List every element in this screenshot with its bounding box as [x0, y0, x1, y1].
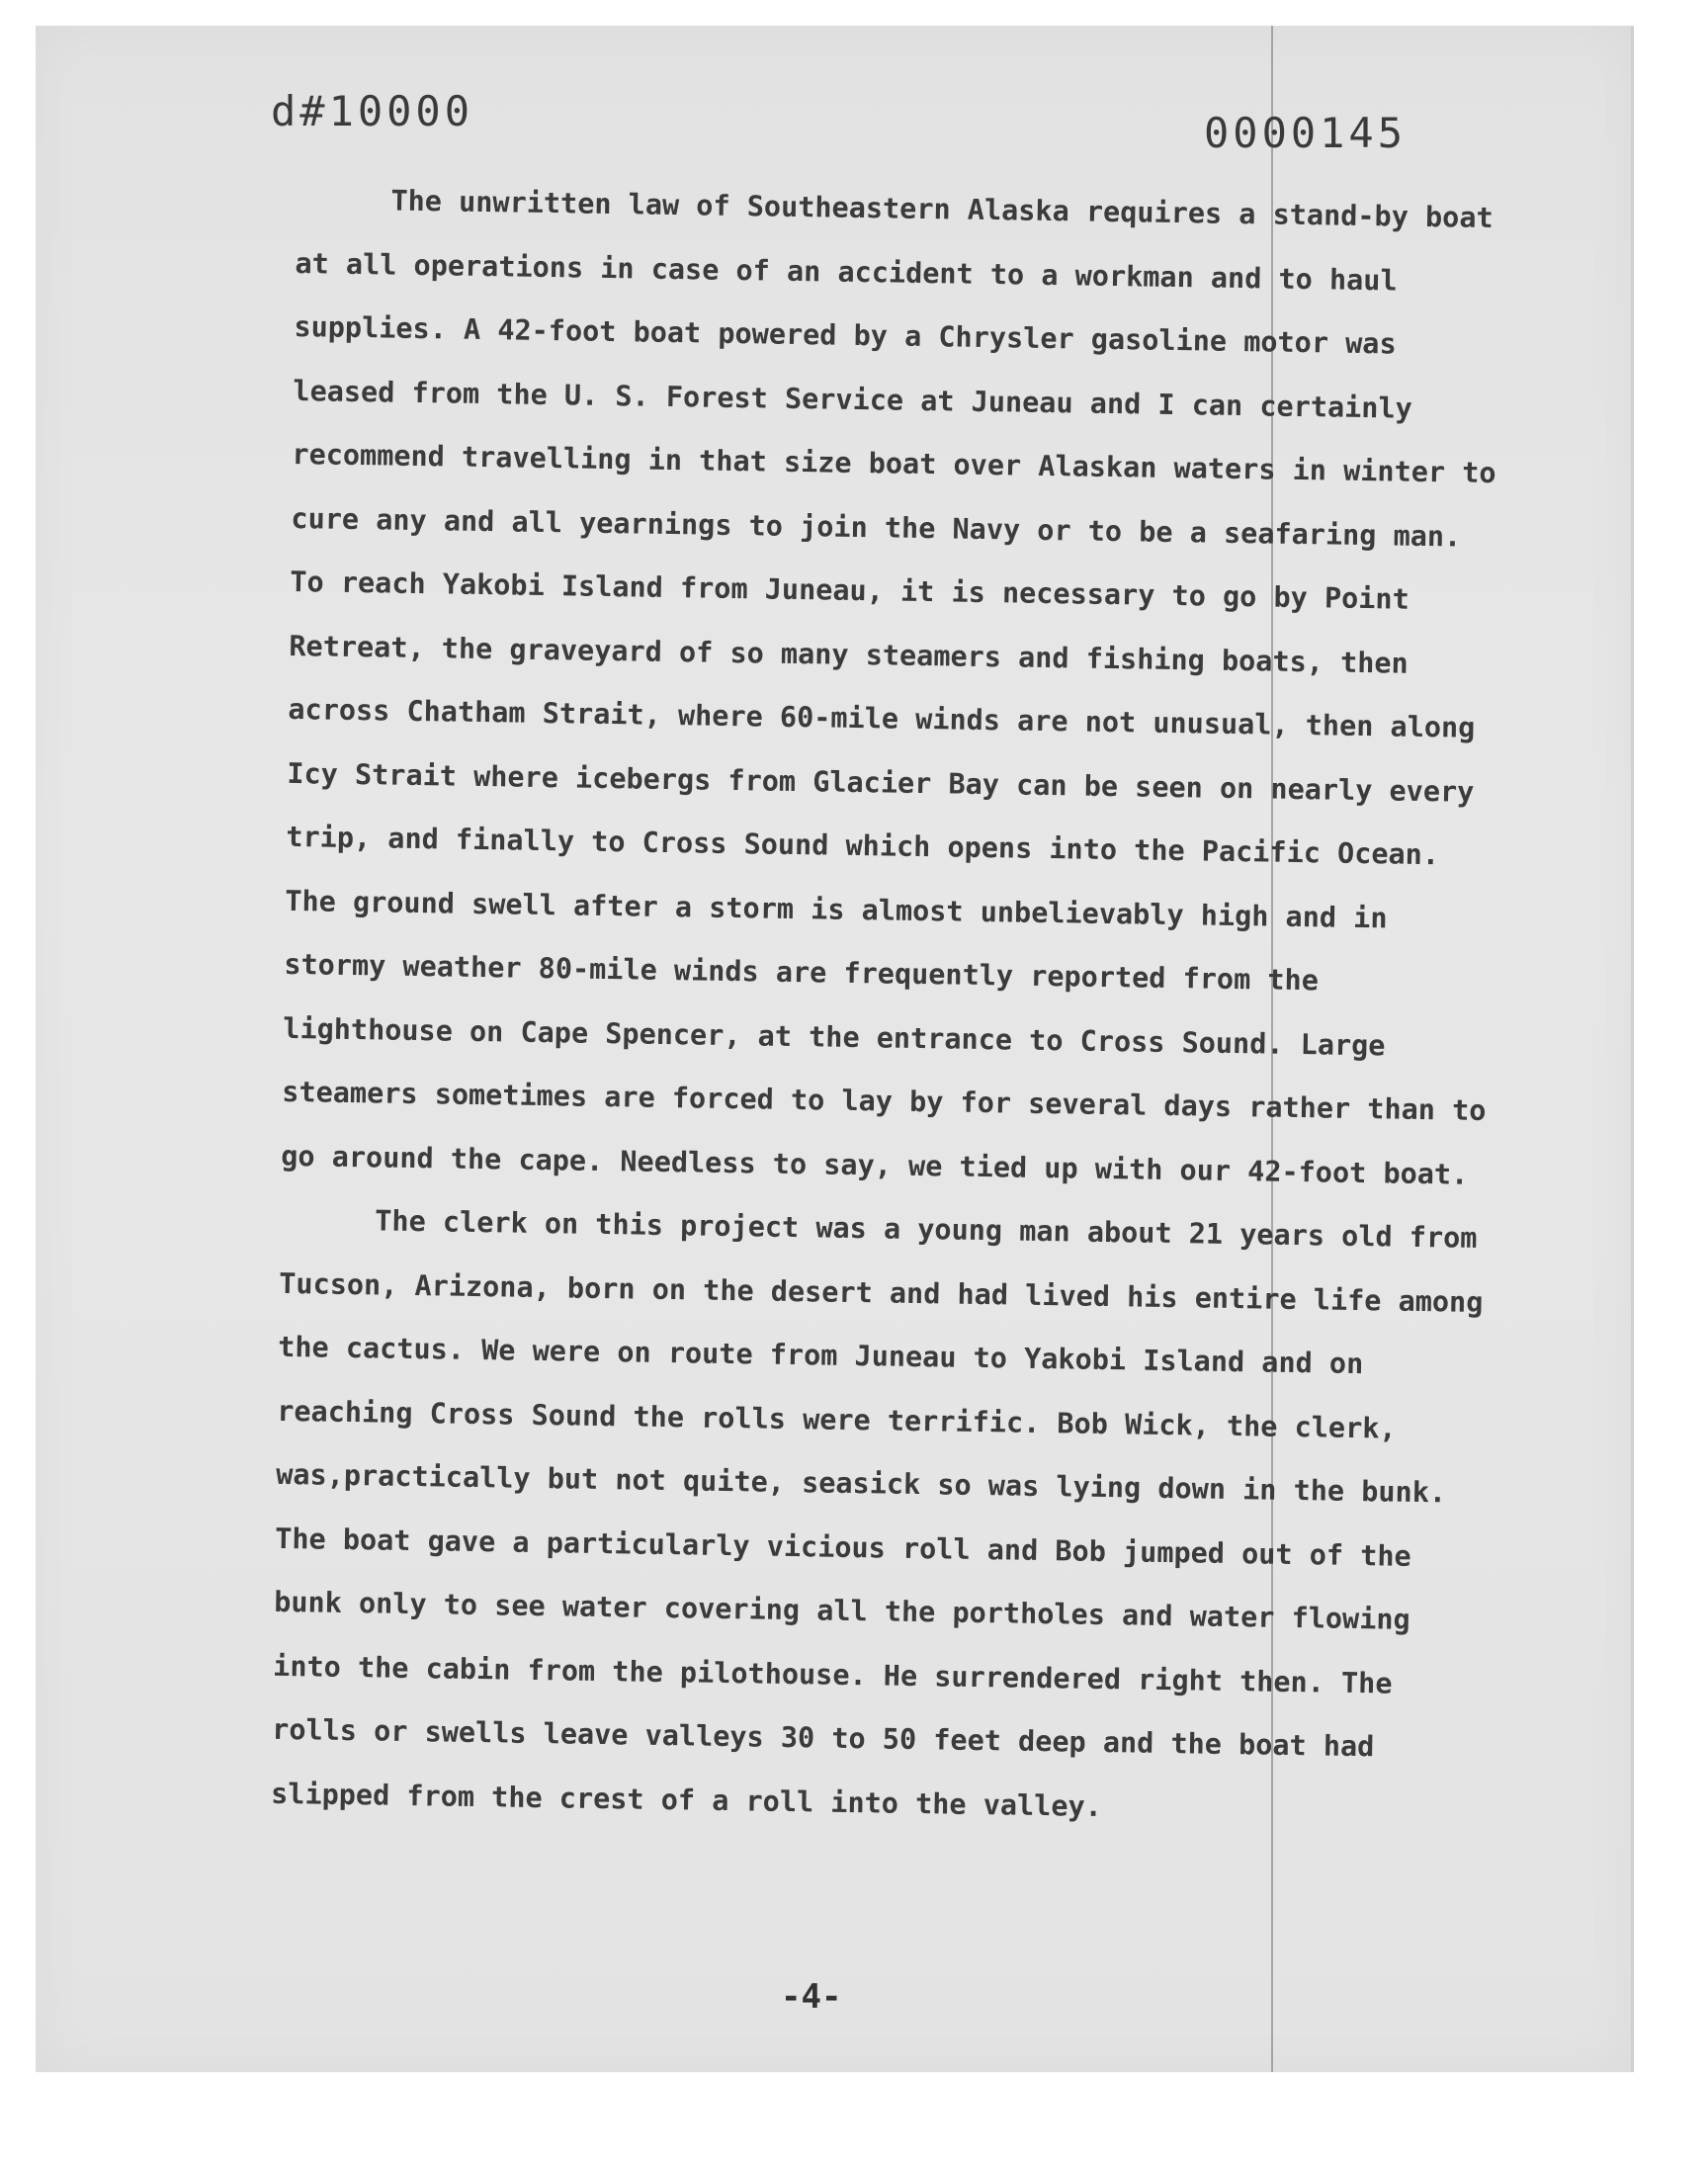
document-id-right: 0000145 [1204, 109, 1408, 157]
page-number: -4- [781, 1977, 842, 2017]
paragraph-boat-travel: The unwritten law of Southeastern Alaska requires a stand-by boat at all operations in case of an accident to a workman and to haul supplies. A 42-foot boat powered by a Chrysler gasoline motor was leased from the U. S. Forest Service at Juneau and I can certainly recommend travelling in that size boat over Alaskan waters in winter to cure any and all yearnings to join the Navy or to be a seafaring man. To reach Yakobi Island from Juneau, it is necessary to go by Point Retreat, the graveyard of so many steamers and fishing boats, then across Chatham Strait, where 60-mile winds are not unusual, then along Icy Strait where icebergs from Glacier Bay can be seen on nearly every trip, and finally to Cross Sound which opens into the Pacific Ocean. The ground swell after a storm is almost unbelievably high and in stormy weather 80-mile winds are frequently reported from the lighthouse on Cape Spencer, at the entrance to Cross Sound. Large steamers sometimes are forced to lay by for several days rather than to go around the cape. Needless to say, we tied up with our 42-foot boat. [281, 184, 1496, 1191]
document-id-left: d#10000 [271, 87, 474, 135]
paragraph-clerk-story: The clerk on this project was a young man about 21 years old from Tucson, Arizona, born on the desert and had lived his entire life among the cactus. We were on route from Juneau to Yakobi Island and on reaching Cross Sound the rolls were terrific. Bob Wick, the clerk, was,practically but not quite, seasick so was lying down in the bunk. The boat gave a particularly vicious roll and Bob jumped out of the bunk only to see water covering all the portholes and water flowing into the cabin from the pilothouse. He surrendered right then. The rolls or swells leave valleys 30 to 50 feet deep and the boat had slipped from the crest of a roll into the valley. [270, 1204, 1484, 1823]
body-text [271, 168, 1514, 1845]
